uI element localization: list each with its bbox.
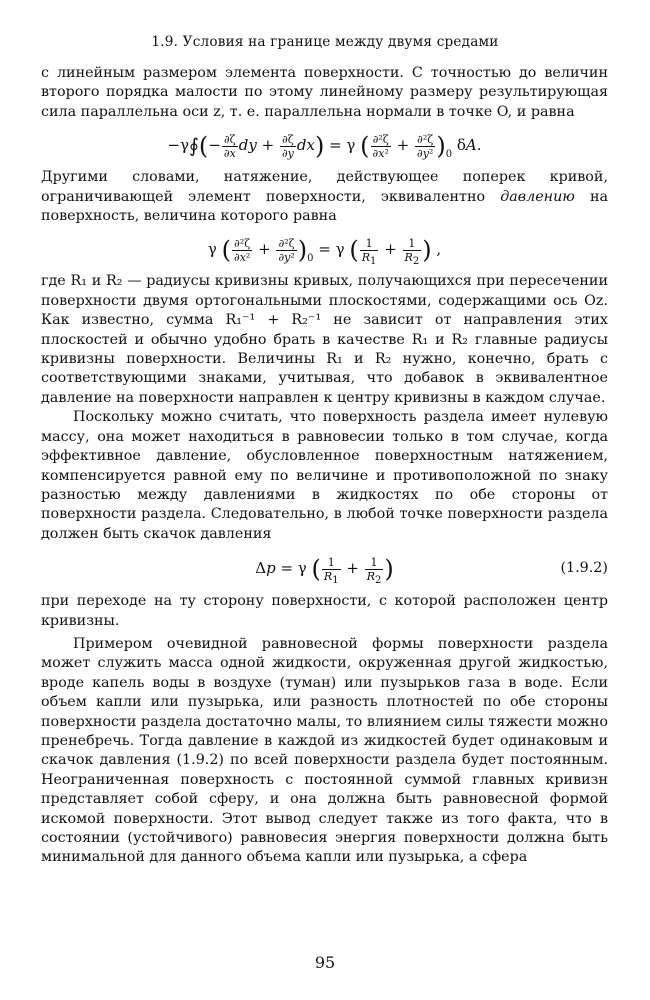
- running-header: 1.9. Условия на границе между двумя средами: [151, 34, 499, 50]
- page-body: [41, 64, 608, 868]
- equation-number: (1.9.2): [560, 560, 608, 577]
- paragraph-5: при переходе на ту сторону поверхности, с которой расположен центр кривизны.: [41, 593, 608, 629]
- paragraph-4: Поскольку можно считать, что поверхность раздела имеет нулевую массу, она может находиться в равновесии только в том случае, когда эффективное давление, обусловленное поверхностным натяжением, компенсируется равной ему по величине и противоположной по знаку разностью между давлениями в жидкостях по обе стороны от поверхности раздела. Следовательно, в любой точке поверхности раздела должен быть скачок давления: [41, 409, 608, 542]
- equation-curvature: γ ( $\frac{\text{∂²ζ}}{\text{∂x²}}$ + $\frac{\text{∂²ζ}}{\text{∂y²}}$ )$_0 = \gamma$ ( $\frac{1}{R_1}$ + $\frac{1}{R_2}$ ) ,: [207, 236, 442, 268]
- paragraph-2: [41, 168, 608, 226]
- equation-line-integral: −γ∮(− $\frac{\partial\zeta}{\partial x}$ dy + $\frac{\partial\zeta}{\partial y}$ dx) = γ ( $\frac{\text{∂²ζ}}{\text{∂x²}}$ + $\frac{\text{∂²ζ}}{\text{∂y²}}$ )$_0$ δA.: [167, 132, 482, 161]
- emphasis-pressure: давлению: [500, 188, 575, 205]
- page-number: 95: [314, 953, 336, 972]
- paragraph-1: с линейным размером элемента поверхности. С точностью до величин второго порядка малости по этому линейному размеру результирующая сила параллельна оси z, т. е. параллельна нормали в точке O, и равна: [41, 65, 608, 120]
- paragraph-2-start: Другими словами, натяжение, действующее поперек кривой, ограничивающей элемент поверхности, эквивалентно: [41, 169, 608, 205]
- paragraph-2-end: на поверхность, величина которого равна: [41, 188, 609, 225]
- paragraph-6: Примером очевидной равновесной формы поверхности раздела может служить масса одной жидкости, окруженная другой жидкостью, вроде капель воды в воздухе (туман) или пузырьков газа в воде. Если объем капли или пузырька, или разность плотностей по обе стороны поверхности раздела достаточно малы, то влиянием силы тяжести можно пренебречь. Тогда давление в каждой из жидкостей будет одинаковым и скачок давления (1.9.2) по всей поверхности раздела будет постоянным. Неограниченная поверхность с постоянной суммой главных кривизн представляет собой сферу, и она должна быть равновесной формой искомой поверхности. Этот вывод следует также из того факта, что в состоянии (устойчивого) равновесия энергия поверхности должна быть минимальной для данного объема капли или пузырька, а сфера: [41, 635, 608, 866]
- equation-1-9-2: Δp = γ ( $\frac{1}{R_1}$ + $\frac{1}{R_2}$ ) (1.9.2): [41, 544, 608, 592]
- paragraph-3: где R₁ и R₂ — радиусы кривизны кривых, получающихся при пересечении поверхности двумя ортогональными плоскостями, содержащими ось Oz. Как известно, сумма R₁⁻¹ + R₂⁻¹ не зависит от направления этих плоскостей и обычно удобно брать в качестве R₁ и R₂ главные радиусы кривизны поверхности. Величины R₁ и R₂ нужно, конечно, брать с соответствующими знаками, учитывая, что добавок в эквивалентное давление на поверхности направлен к центру кривизны в каждом случае.: [41, 273, 608, 406]
